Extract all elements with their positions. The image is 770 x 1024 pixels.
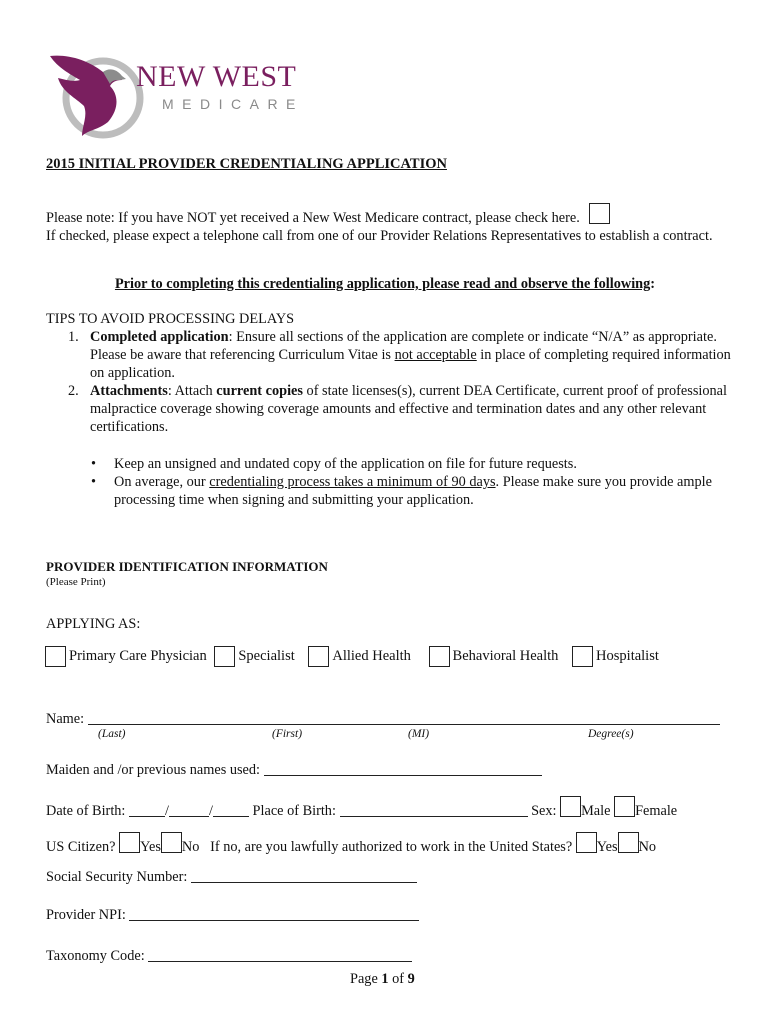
- ssn-label: Social Security Number:: [46, 869, 188, 885]
- tip-item: 1. Completed application: Ensure all sections of the application are complete or indicate “N/A” as appropriate. Please be aware that referencing Curriculum Vitae is not acceptable in place of completing required information on application.: [68, 329, 731, 381]
- maiden-label: Maiden and /or previous names used:: [46, 762, 261, 778]
- checkbox[interactable]: [214, 646, 235, 667]
- no-contract-checkbox[interactable]: [589, 203, 610, 224]
- work-auth-question: If no, are you lawfully authorized to work in the United States?: [210, 839, 573, 855]
- dob-day-field[interactable]: [169, 802, 209, 817]
- bullet-section: [46, 455, 736, 509]
- page-number: Page 1 of 9: [350, 971, 415, 987]
- brand-subname: MEDICARE: [162, 96, 304, 112]
- taxonomy-label: Taxonomy Code:: [46, 948, 145, 964]
- dob-year-field[interactable]: [213, 802, 249, 817]
- note-line1: Please note: If you have NOT yet received a New West Medicare contract, please check here.: [46, 210, 580, 226]
- name-sub-last: (Last): [98, 728, 126, 740]
- place-of-birth-field[interactable]: [340, 802, 528, 817]
- ssn-row: [46, 868, 417, 886]
- name-row: [46, 710, 720, 728]
- checkbox[interactable]: [572, 646, 593, 667]
- dob-row: Date of Birth: / / Place of Birth: Sex: Male Female: [46, 796, 677, 820]
- dob-month-field[interactable]: [129, 802, 165, 817]
- bullet-list: [46, 455, 736, 509]
- name-field[interactable]: [88, 710, 720, 725]
- brand-name: NEW WEST: [136, 60, 297, 93]
- taxonomy-field[interactable]: [148, 947, 412, 962]
- npi-field[interactable]: [129, 906, 419, 921]
- prior-heading: Prior to completing this credentialing application, please read and observe the following:: [114, 276, 656, 292]
- male-checkbox[interactable]: [560, 796, 581, 817]
- name-sub-first: (First): [272, 728, 303, 740]
- page-title: 2015 INITIAL PROVIDER CREDENTIALING APPLICATION: [46, 156, 447, 172]
- section-subtitle: (Please Print): [46, 576, 106, 588]
- authorized-yes-checkbox[interactable]: [576, 832, 597, 853]
- contract-note: [46, 203, 736, 245]
- checkbox[interactable]: [429, 646, 450, 667]
- authorized-no-checkbox[interactable]: [618, 832, 639, 853]
- female-checkbox[interactable]: [614, 796, 635, 817]
- sex-label: Sex:: [531, 803, 557, 819]
- place-label: Place of Birth:: [252, 803, 336, 819]
- maiden-field[interactable]: [264, 761, 542, 776]
- ssn-field[interactable]: [191, 868, 417, 883]
- tip-item: 2. Attachments: Attach current copies of state licenses(s), current DEA Certificate, current proof of professional malpractice coverage showing coverage amounts and effective and termination dates and any other relevant certifications.: [68, 383, 727, 435]
- option-primary-care[interactable]: Primary Care Physician: [45, 646, 207, 667]
- bullet-item: • Keep an unsigned and undated copy of the application on file for future requests.: [46, 455, 736, 473]
- option-specialist[interactable]: Specialist: [214, 646, 294, 667]
- applying-options: [45, 646, 663, 672]
- dob-label: Date of Birth:: [46, 803, 126, 819]
- npi-row: [46, 906, 419, 924]
- option-hospitalist[interactable]: Hospitalist: [572, 646, 659, 667]
- tips-section: [46, 310, 736, 436]
- checkbox[interactable]: [45, 646, 66, 667]
- name-label: Name:: [46, 711, 85, 727]
- citizen-label: US Citizen?: [46, 839, 116, 855]
- applying-label: APPLYING AS:: [46, 616, 141, 632]
- citizen-no-checkbox[interactable]: [161, 832, 182, 853]
- tips-heading: TIPS TO AVOID PROCESSING DELAYS: [46, 311, 295, 327]
- taxonomy-row: [46, 947, 412, 965]
- maiden-row: [46, 761, 542, 779]
- bullet-item: • On average, our credentialing process takes a minimum of 90 days. Please make sure you provide ample processing time when signing and submitting your application.: [46, 473, 736, 509]
- npi-label: Provider NPI:: [46, 907, 126, 923]
- note-line2: If checked, please expect a telephone call from one of our Provider Relations Representatives to establish a contract.: [46, 228, 713, 244]
- section-title: PROVIDER IDENTIFICATION INFORMATION: [46, 559, 328, 574]
- option-allied-health[interactable]: Allied Health: [308, 646, 411, 667]
- tips-list: [46, 328, 736, 436]
- eagle-icon: [48, 50, 148, 140]
- option-behavioral-health[interactable]: Behavioral Health: [429, 646, 559, 667]
- name-sub-degree: Degree(s): [588, 728, 634, 740]
- citizen-yes-checkbox[interactable]: [119, 832, 140, 853]
- name-sub-mi: (MI): [408, 728, 430, 740]
- citizen-row: US Citizen? Yes No If no, are you lawfully authorized to work in the United States? Yes No: [46, 832, 656, 856]
- checkbox[interactable]: [308, 646, 329, 667]
